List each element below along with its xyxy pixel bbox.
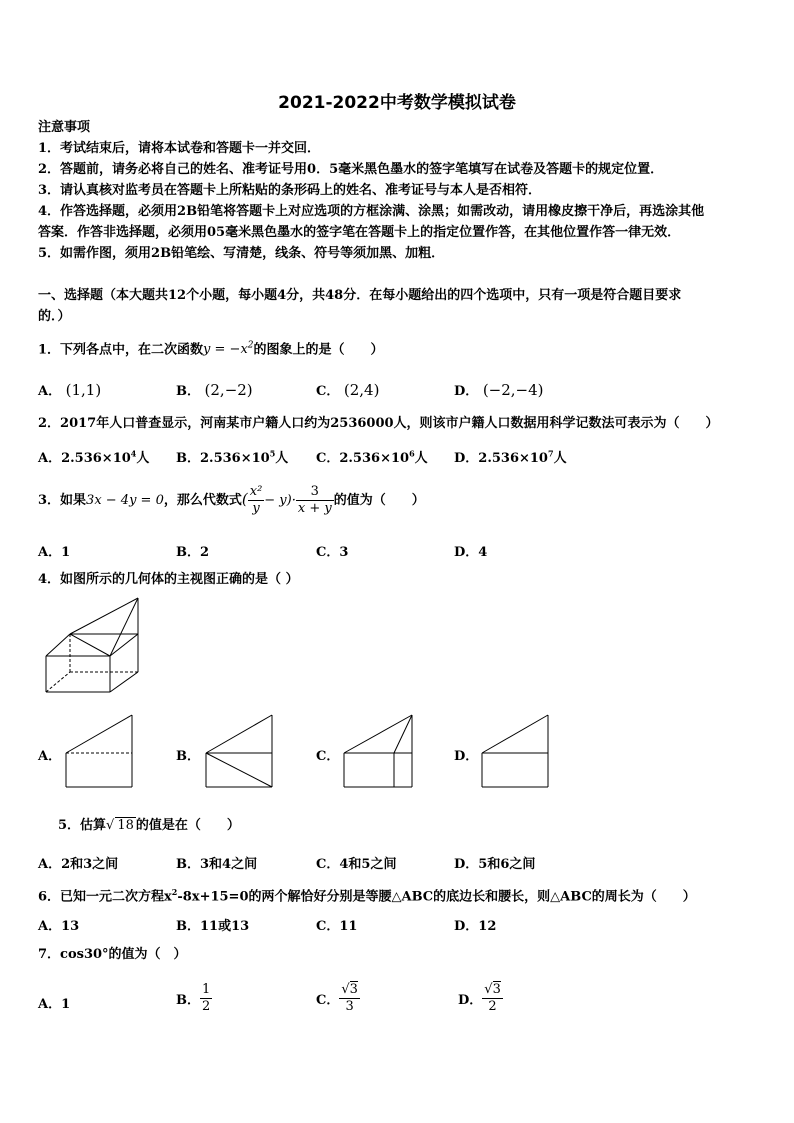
q7-option-d[interactable]: D． $\frac{√3}{2}$ bbox=[458, 982, 501, 1014]
q1-formula: $y = -x^2$ bbox=[203, 341, 254, 358]
q6-option-b[interactable]: B．11或13 bbox=[176, 919, 250, 934]
q4-option-b-figure[interactable] bbox=[204, 713, 274, 789]
q2-option-c[interactable]: C．$2.536\times 10^6$人 bbox=[316, 448, 428, 466]
q1-option-b[interactable]: B． (2,−2) bbox=[176, 381, 253, 399]
question-3: 3．如果3x − 4y = 0，那么代数式( $\frac{\text{x²}}{y}$ − y)· $\frac{3}{x + y}$ 的值为（ ） bbox=[38, 484, 425, 516]
q6-option-c[interactable]: C．11 bbox=[316, 919, 358, 934]
q7-fraction-b: $\frac{1}{2}$ bbox=[202, 982, 211, 1014]
notice-item: 1．考试结束后，请将本试卷和答题卡一并交回． bbox=[38, 141, 321, 156]
q3-option-a[interactable]: A．1 bbox=[38, 545, 71, 560]
sqrt-icon: √ bbox=[341, 982, 350, 997]
q1-stem-post: 的图象上的是（ ） bbox=[253, 342, 384, 358]
q5-option-c[interactable]: C．4和5之间 bbox=[316, 857, 397, 872]
sqrt-icon: √ bbox=[106, 818, 115, 833]
q2-option-a[interactable]: A．$2.536\times 10^4$人 bbox=[38, 448, 150, 466]
q5-radicand: 18 bbox=[117, 818, 134, 833]
question-1 bbox=[38, 338, 384, 358]
notice-item: 5．如需作图，须用2B铅笔绘、写清楚，线条、符号等须加黑、加粗． bbox=[38, 246, 445, 261]
question-6: 6．已知一元二次方程$x^2-8x+15=0$的两个解恰好分别是等腰△ABC的底边长和腰长，则△ABC的周长为（ ） bbox=[38, 887, 696, 905]
q3-option-c[interactable]: C．3 bbox=[316, 545, 349, 560]
q4-option-a-label[interactable]: A． bbox=[38, 749, 62, 764]
q2-option-b[interactable]: B．$2.536\times 10^5$人 bbox=[176, 448, 289, 466]
notice-item: 答案．作答非选择题，必须用05毫米黑色墨水的签字笔在答题卡上的指定位置作答，在其他位置作答一律无效． bbox=[38, 225, 681, 240]
notice-item: 3．请认真核对监考员在答题卡上所粘贴的条形码上的姓名、准考证号与本人是否相符． bbox=[38, 183, 542, 198]
q7-fraction-c: $\frac{√3}{3}$ bbox=[341, 982, 358, 1014]
q6-option-d[interactable]: D．12 bbox=[454, 919, 497, 934]
question-7: 7．cos30°的值为（ ） bbox=[38, 947, 187, 962]
sqrt-icon: √ bbox=[484, 982, 493, 997]
notice-item: 2．答题前，请务必将自己的姓名、准考证号用0．5毫米黑色墨水的签字笔填写在试卷及答题卡的规定位置． bbox=[38, 162, 664, 177]
q7-fraction-d: $\frac{√3}{2}$ bbox=[484, 982, 501, 1014]
q7-option-b[interactable]: B． $\frac{1}{2}$ bbox=[176, 982, 211, 1014]
q7-option-a[interactable]: A．1 bbox=[38, 997, 71, 1012]
q4-option-d-label[interactable]: D． bbox=[454, 749, 479, 764]
q1-stem-pre: 1．下列各点中，在二次函数 bbox=[38, 342, 204, 358]
notice-item: 4．作答选择题，必须用2B铅笔将答题卡上对应选项的方框涂满、涂黑；如需改动，请用橡皮擦干净后，再选涂其他 bbox=[38, 204, 705, 219]
q3-option-b[interactable]: B．2 bbox=[176, 545, 210, 560]
page-title: 2021-2022中考数学模拟试卷 bbox=[278, 93, 516, 113]
q6-option-a[interactable]: A．13 bbox=[38, 919, 80, 934]
section-heading: 一、选择题（本大题共12个小题，每小题4分，共48分．在每小题给出的四个选项中，只有一项是符合题目要求 bbox=[38, 288, 682, 303]
q2-option-d[interactable]: D．$2.536\times 10^7$人 bbox=[454, 448, 567, 466]
q4-solid-figure bbox=[40, 594, 160, 694]
q4-option-a-figure[interactable] bbox=[64, 713, 134, 789]
notice-heading: 注意事项 bbox=[38, 120, 91, 135]
section-heading-cont: 的．） bbox=[38, 309, 71, 324]
question-5: 5．估算√ 18 的值是在（ ） bbox=[58, 818, 240, 833]
question-4: 4．如图所示的几何体的主视图正确的是（ ） bbox=[38, 572, 299, 587]
q3-condition: 3x − 4y = 0 bbox=[86, 493, 164, 508]
q1-option-a[interactable]: A． (1,1) bbox=[38, 381, 102, 399]
q7-option-c[interactable]: C． $\frac{√3}{3}$ bbox=[316, 982, 358, 1014]
q3-option-d[interactable]: D．4 bbox=[454, 545, 488, 560]
q5-option-a[interactable]: A．2和3之间 bbox=[38, 857, 119, 872]
q3-fraction-2: $\frac{3}{x + y}$ bbox=[297, 484, 332, 516]
q4-option-b-label[interactable]: B． bbox=[176, 749, 200, 764]
q1-option-c[interactable]: C． (2,4) bbox=[316, 381, 380, 399]
q5-option-b[interactable]: B．3和4之间 bbox=[176, 857, 258, 872]
q4-option-d-figure[interactable] bbox=[480, 713, 550, 789]
q1-option-d[interactable]: D． (−2,−4) bbox=[454, 381, 544, 399]
question-2: 2．2017年人口普查显示，河南某市户籍人口约为2536000人，则该市户籍人口数据用科学记数法可表示为（ ） bbox=[38, 416, 719, 431]
q5-option-d[interactable]: D．5和6之间 bbox=[454, 857, 536, 872]
q3-fraction-1: $\frac{\text{x²}}{y}$ bbox=[249, 484, 263, 516]
q4-option-c-label[interactable]: C． bbox=[316, 749, 340, 764]
q4-option-c-figure[interactable] bbox=[342, 713, 414, 789]
